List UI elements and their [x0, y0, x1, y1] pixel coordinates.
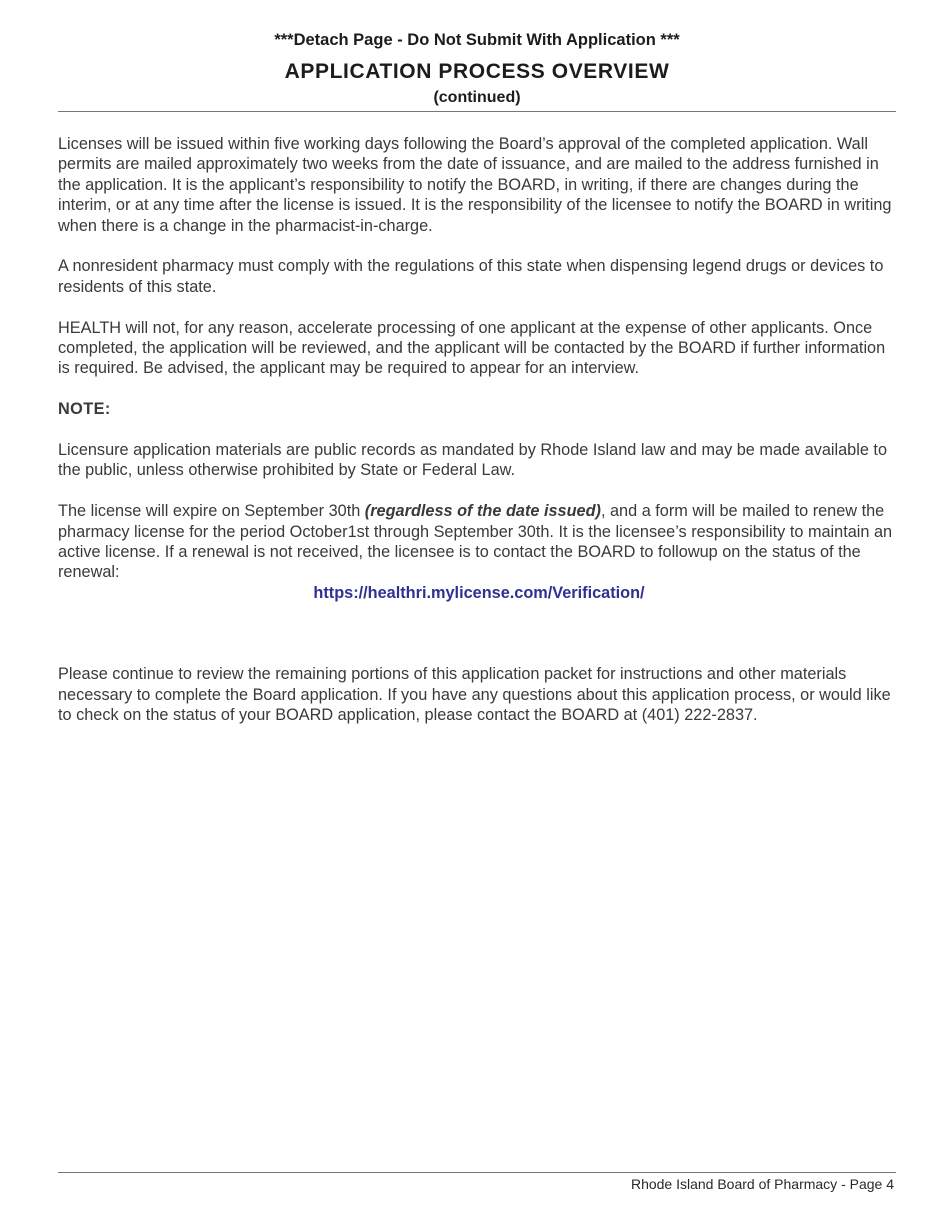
document-body	[58, 134, 900, 746]
paragraph-nonresident-pharmacy: A nonresident pharmacy must comply with the regulations of this state when dispensing legend drugs or devices to residents of this state.	[58, 257, 884, 296]
expiration-text-start: The license will expire on September 30th	[58, 502, 365, 521]
paragraph-processing: HEALTH will not, for any reason, accelerate processing of one applicant at the expense of other applicants. Once completed, the application will be reviewed, and the applicant will be contacted by the BOARD if further information is required. Be advised, the applicant may be required to appear for an interview.	[58, 318, 886, 378]
detach-notice: ***Detach Page - Do Not Submit With Application ***	[274, 31, 680, 49]
document-page	[58, 0, 896, 1230]
paragraph-public-records: Licensure application materials are public records as mandated by Rhode Island law and may be made available to the public, unless otherwise prohibited by State or Federal Law.	[58, 441, 888, 480]
page-subtitle: (continued)	[433, 89, 521, 106]
expiration-text-end: , and a form will be mailed to renew the pharmacy license for the period October1st through September 30th. It is the licensee’s responsibility to maintain an active license. If a renewal is not received, the licensee is to contact the BOARD to followup on the status of the renewal:	[58, 502, 893, 582]
spacer	[58, 624, 900, 665]
header-divider	[58, 111, 896, 112]
paragraph-contact: Please continue to review the remaining portions of this application packet for instructions and other materials necessary to complete the Board application. If you have any questions about this application process, or would like to check on the status of your BOARD application, please contact the BOARD at (401) 222-2837.	[58, 665, 891, 725]
page-title: APPLICATION PROCESS OVERVIEW	[284, 60, 670, 83]
footer-divider	[58, 1172, 896, 1173]
verification-link[interactable]: https://healthri.mylicense.com/Verification/	[313, 583, 645, 602]
expiration-emphasis: (regardless of the date issued)	[364, 502, 601, 521]
note-label: NOTE:	[58, 400, 111, 419]
verification-link-line	[58, 583, 900, 603]
paragraph-license-expiration	[58, 501, 900, 583]
page-footer: Rhode Island Board of Pharmacy - Page 4	[630, 1176, 894, 1192]
paragraph-license-issuance: Licenses will be issued within five working days following the Board’s approval of the completed application. Wall permits are mailed approximately two weeks from the date of issuance, and are mailed to the address furnished in the application. It is the applicant’s responsibility to notify the BOARD, in writing, if there are changes during the interim, or at any time after the license is issued. It is the responsibility of the licensee to notify the BOARD in writing when there is a change in the pharmacist-in-charge.	[58, 135, 892, 235]
